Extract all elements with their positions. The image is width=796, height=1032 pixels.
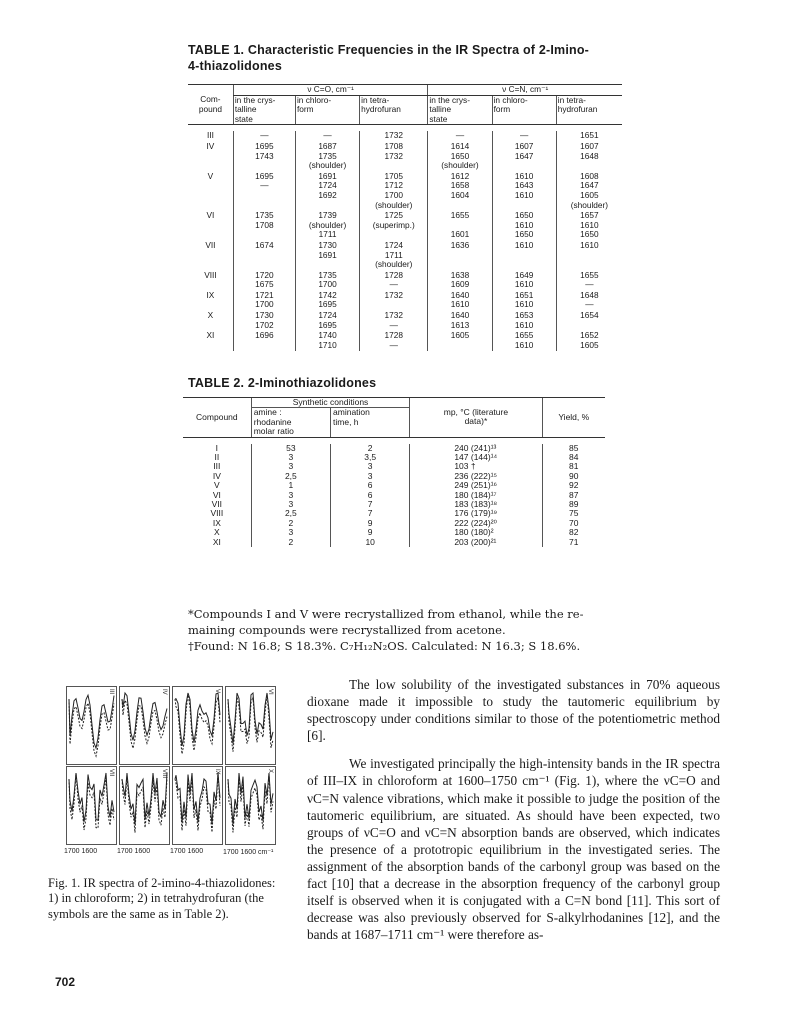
table-row xyxy=(183,519,605,528)
table2-compound-cell: I xyxy=(215,442,219,453)
table2-ratio-cell: 2 xyxy=(251,519,330,528)
table2-mp-cell: 176 (179)¹⁹ xyxy=(410,509,542,518)
table1-value-cell: — xyxy=(492,131,556,142)
table2-mp-cell: 203 (200)²¹ xyxy=(410,538,542,547)
table1-compound-cell: V xyxy=(207,170,214,181)
spectrum-panel xyxy=(225,766,276,845)
table1-value-cell: 1732 xyxy=(360,291,428,311)
table1-compound-cell: IX xyxy=(206,289,215,300)
footnote-star-line1: *Compounds I and V were recrystallized from ethanol, while the re- xyxy=(188,607,584,621)
table2-mp-cell: 222 (224)²⁰ xyxy=(410,519,542,528)
spectrum-panel xyxy=(66,686,117,765)
table1-value-cell: 1674 xyxy=(233,241,295,271)
table1-value-cell: 1720 1675 xyxy=(233,271,295,291)
table1-subhead: in the crys- talline state xyxy=(233,95,295,125)
table2-time-cell: 7 xyxy=(331,500,410,509)
table2-time-cell: 10 xyxy=(331,538,410,547)
table1-value-cell: 1732 xyxy=(360,131,428,142)
table2-compound-cell: VII xyxy=(211,499,223,510)
table1-value-cell: 1650 1610 1650 xyxy=(492,211,556,241)
table1-value-cell: 1695 1743 xyxy=(233,142,295,172)
table1-value-cell: 1610 xyxy=(556,241,622,271)
table2-ratio-cell: 3 xyxy=(251,462,330,471)
spectrum-plot xyxy=(67,767,116,844)
figure-1 xyxy=(52,686,282,861)
panel-label: VII xyxy=(108,769,114,777)
table1-value-cell: 1607 1648 xyxy=(556,142,622,172)
table-row xyxy=(183,444,605,453)
table1-value-cell: 1610 1643 1610 xyxy=(492,172,556,211)
table-row xyxy=(183,491,605,500)
table2-ratio-cell: 3 xyxy=(251,528,330,537)
axis-tick-label: 1700 1600 xyxy=(117,848,151,855)
table1-compound-cell: VI xyxy=(206,210,215,221)
spectrum-curve-thf xyxy=(69,773,114,830)
table-row xyxy=(188,311,622,331)
table1-value-cell: 1652 1605 xyxy=(556,331,622,351)
table1-value-cell: 1655 1610 xyxy=(492,331,556,351)
table2-mp-cell: 147 (144)¹⁴ xyxy=(410,453,542,462)
table1-value-cell: 1655 1601 xyxy=(428,211,492,241)
table2-compound-cell: IV xyxy=(212,470,221,481)
spectrum-panel xyxy=(119,686,170,765)
table-row xyxy=(183,509,605,518)
panel-label: VIII xyxy=(161,769,167,779)
spectrum-plot xyxy=(67,687,116,764)
table1-value-cell: 1705 1712 1700 (shoulder) xyxy=(360,172,428,211)
spectrum-plot xyxy=(120,767,169,844)
table1-value-cell: 1695 — xyxy=(233,172,295,211)
table2-yield-cell: 82 xyxy=(542,528,605,537)
table2-yield-cell: 70 xyxy=(542,519,605,528)
table1 xyxy=(188,84,622,351)
table2-compound-cell: V xyxy=(214,480,220,491)
table1-subhead: in tetra- hydrofuran xyxy=(556,95,622,125)
table2-yield-cell: 87 xyxy=(542,491,605,500)
body-text xyxy=(307,676,720,943)
table-row xyxy=(188,331,622,351)
spectrum-plot xyxy=(226,687,275,764)
table2-yield-cell: 85 xyxy=(542,444,605,453)
table1-value-cell: 1607 1647 xyxy=(492,142,556,172)
table2-yield-cell: 81 xyxy=(542,462,605,471)
table2-time-cell: 7 xyxy=(331,509,410,518)
table2-mp-cell: 183 (183)¹⁸ xyxy=(410,500,542,509)
table-row xyxy=(183,481,605,490)
table2-compound-cell: IX xyxy=(212,517,221,528)
panel-label: V xyxy=(214,689,220,694)
table2-ratio-cell: 3 xyxy=(251,500,330,509)
panel-label: VI xyxy=(267,689,273,695)
table2-compound-cell: III xyxy=(213,461,221,472)
table1-compound-cell: X xyxy=(207,310,214,321)
table1-value-cell: — xyxy=(233,131,295,142)
table2-head-time: amination time, h xyxy=(331,408,410,437)
footnotes xyxy=(188,606,608,654)
table1-value-cell: — xyxy=(428,131,492,142)
table2-mp-cell: 180 (180)² xyxy=(410,528,542,537)
table2-head-yield: Yield, % xyxy=(542,398,605,438)
table-row xyxy=(188,241,622,271)
panel-label: III xyxy=(108,689,114,695)
table2-time-cell: 6 xyxy=(331,491,410,500)
table1-value-cell: 1638 1609 xyxy=(428,271,492,291)
table2 xyxy=(183,397,605,547)
table1-value-cell: 1610 xyxy=(492,241,556,271)
spectrum-panel xyxy=(172,766,223,845)
table2-compound-cell: X xyxy=(214,527,220,538)
table2-yield-cell: 89 xyxy=(542,500,605,509)
spectrum-plot xyxy=(173,767,222,844)
table1-value-cell: 1649 1610 xyxy=(492,271,556,291)
table1-value-cell: 1651 xyxy=(556,131,622,142)
table1-subhead: in chloro- form xyxy=(295,95,359,125)
paragraph-1: The low solubility of the investigated substances in 70% aqueous dioxane made it impossible to study the tautomeric equilibrium by spectroscopy under conditions similar to those of the potentiometric method [6]. xyxy=(307,677,720,744)
table-row xyxy=(183,528,605,537)
panel-label: IV xyxy=(161,689,167,695)
table1-value-cell: 1730 1702 xyxy=(233,311,295,331)
table2-ratio-cell: 1 xyxy=(251,481,330,490)
spectrum-plot xyxy=(120,687,169,764)
table-row xyxy=(183,453,605,462)
footnote-star-line2: maining compounds were recrystallized from acetone. xyxy=(188,623,506,637)
table1-value-cell: 1725 (superimp.) xyxy=(360,211,428,241)
table2-mp-cell: 180 (184)¹⁷ xyxy=(410,491,542,500)
table-row xyxy=(188,131,622,142)
table2-time-cell: 3 xyxy=(331,472,410,481)
table2-yield-cell: 90 xyxy=(542,472,605,481)
table2-yield-cell: 92 xyxy=(542,481,605,490)
table2-compound-cell: VI xyxy=(212,489,221,500)
table2-time-cell: 6 xyxy=(331,481,410,490)
table1-value-cell: 1691 1724 1692 xyxy=(295,172,359,211)
table2-mp-cell: 236 (222)¹⁵ xyxy=(410,472,542,481)
table2-time-cell: 3,5 xyxy=(331,453,410,462)
table1-value-cell: 1735 1700 xyxy=(295,271,359,291)
table1-value-cell: 1614 1650 (shoulder) xyxy=(428,142,492,172)
table1-value-cell: 1612 1658 1604 xyxy=(428,172,492,211)
table1-compound-cell: VIII xyxy=(204,269,217,280)
table-row xyxy=(188,291,622,311)
table2-mp-cell: 240 (241)¹³ xyxy=(410,444,542,453)
table1-value-cell: 1655 — xyxy=(556,271,622,291)
table2-time-cell: 2 xyxy=(331,444,410,453)
table1-value-cell: 1735 1708 xyxy=(233,211,295,241)
table2-yield-cell: 75 xyxy=(542,509,605,518)
table1-title-line1: TABLE 1. Characteristic Frequencies in the IR Spectra of 2-Imino- xyxy=(188,43,590,57)
table1-value-cell: 1724 1695 xyxy=(295,311,359,331)
table2-time-cell: 3 xyxy=(331,462,410,471)
panel-label: IX xyxy=(214,769,220,775)
table1-value-cell: 1721 1700 xyxy=(233,291,295,311)
panel-label: X xyxy=(267,769,273,774)
table2-compound-cell: II xyxy=(214,452,220,463)
table2-ratio-cell: 53 xyxy=(251,444,330,453)
table2-head-synthetic: Synthetic conditions xyxy=(251,398,410,408)
table-row xyxy=(188,172,622,211)
table2-time-cell: 9 xyxy=(331,519,410,528)
table-row xyxy=(183,500,605,509)
axis-tick-label: 1700 1600 cm⁻¹ xyxy=(223,849,274,856)
table2-yield-cell: 71 xyxy=(542,538,605,547)
table1-title-line2: 4-thiazolidones xyxy=(188,59,282,73)
table1-title xyxy=(188,42,628,74)
spectrum-panel xyxy=(66,766,117,845)
table1-value-cell: 1728 — xyxy=(360,271,428,291)
table1-value-cell: 1657 1610 1650 xyxy=(556,211,622,241)
table2-head-compound: Compound xyxy=(183,398,251,438)
table-row xyxy=(188,211,622,241)
table2-mp-cell: 249 (251)¹⁶ xyxy=(410,481,542,490)
table1-value-cell: 1640 1613 xyxy=(428,311,492,331)
spectrum-panel xyxy=(225,686,276,765)
table1-value-cell: 1654 xyxy=(556,311,622,331)
table1-value-cell: 1730 1691 xyxy=(295,241,359,271)
table2-mp-cell: 103 † xyxy=(410,462,542,471)
table1-value-cell: 1605 xyxy=(428,331,492,351)
spectrum-panel xyxy=(119,766,170,845)
table1-compound-cell: XI xyxy=(206,330,215,341)
table2-compound-cell: VIII xyxy=(210,508,224,519)
table-row xyxy=(183,462,605,471)
table1-compound-cell: IV xyxy=(206,140,215,151)
table-row xyxy=(183,472,605,481)
spectrum-plot xyxy=(226,767,275,844)
table2-ratio-cell: 3 xyxy=(251,453,330,462)
figure-caption: Fig. 1. IR spectra of 2-imino-4-thiazolidones: 1) in chloroform; 2) in tetrahydrofuran (the symbols are the same as in Table 2). xyxy=(48,876,276,921)
table1-compound-cell: VII xyxy=(205,239,216,250)
table1-value-cell: 1653 1610 xyxy=(492,311,556,331)
table1-value-cell: 1636 xyxy=(428,241,492,271)
table1-value-cell: 1724 1711 (shoulder) xyxy=(360,241,428,271)
table1-value-cell: 1742 1695 xyxy=(295,291,359,311)
paragraph-2: We investigated principally the high-intensity bands in the IR spectra of III–IX in chloroform at 1600–1750 cm⁻¹ (Fig. 1), where the νC=O and νC=N valence vibrations, which make it possible to judge the position of the tautomeric equilibrium, are situated. As should have been expected, two groups of νC=O and νC=N absorption bands are observed, which indicates the presence of a prototropic equilibrium in the investigated series. The assignment of the absorption bands of the carbonyl group was based on the fact [10] that a decrease in the absorption frequency of the carbonyl group itself is observed when it is conjugated with a C=N bond [11]. This sort of decrease was also previously observed for S-alkylrhodanines [12], and the bands at 1687–1711 cm⁻¹ were therefore as- xyxy=(307,756,720,943)
spectrum-curve-chloroform xyxy=(69,695,114,748)
table-row xyxy=(183,538,605,547)
spectrum-plot xyxy=(173,687,222,764)
table2-title: TABLE 2. 2-Iminothiazolidones xyxy=(188,376,377,390)
table2-time-cell: 9 xyxy=(331,528,410,537)
table1-value-cell: 1696 xyxy=(233,331,295,351)
table-row xyxy=(188,142,622,172)
table1-subhead: in the crys- talline state xyxy=(428,95,492,125)
table1-value-cell: 1732 — xyxy=(360,311,428,331)
table1-value-cell: 1708 1732 xyxy=(360,142,428,172)
table2-head-ratio: amine : rhodanine molar ratio xyxy=(251,408,330,437)
table2-head-mp: mp, °C (literature data)* xyxy=(410,398,542,438)
table1-value-cell: 1648 — xyxy=(556,291,622,311)
table1-subhead: in chloro- form xyxy=(492,95,556,125)
table1-value-cell: 1728 — xyxy=(360,331,428,351)
footnote-dagger: †Found: N 16.8; S 18.3%. C₇H₁₂N₂OS. Calculated: N 16.3; S 18.6%. xyxy=(188,639,581,653)
spectrum-curve-thf xyxy=(69,699,114,756)
table-row xyxy=(188,271,622,291)
table2-compound-cell: XI xyxy=(212,536,221,547)
table1-value-cell: — xyxy=(295,131,359,142)
page-number: 702 xyxy=(55,975,76,989)
table1-value-cell: 1608 1647 1605 (shoulder) xyxy=(556,172,622,211)
table1-value-cell: 1687 1735 (shoulder) xyxy=(295,142,359,172)
table2-ratio-cell: 2 xyxy=(251,538,330,547)
table1-head-group1: ν C=O, cm⁻¹ xyxy=(233,85,428,96)
table2-ratio-cell: 3 xyxy=(251,491,330,500)
table2-ratio-cell: 2,5 xyxy=(251,509,330,518)
table2-ratio-cell: 2,5 xyxy=(251,472,330,481)
axis-tick-label: 1700 1600 xyxy=(64,848,98,855)
table1-value-cell: 1640 1610 xyxy=(428,291,492,311)
table1-head-group2: ν C=N, cm⁻¹ xyxy=(428,85,622,96)
table1-value-cell: 1651 1610 xyxy=(492,291,556,311)
spectrum-panel xyxy=(172,686,223,765)
table1-value-cell: 1740 1710 xyxy=(295,331,359,351)
table1-compound-cell: III xyxy=(206,130,214,141)
table1-value-cell: 1739 (shoulder) 1711 xyxy=(295,211,359,241)
table2-yield-cell: 84 xyxy=(542,453,605,462)
axis-tick-label: 1700 1600 xyxy=(170,848,204,855)
table1-head-compound: Com- pound xyxy=(188,85,233,125)
table1-subhead: in tetra- hydrofuran xyxy=(360,95,428,125)
spectrum-curve-chloroform xyxy=(175,693,220,746)
